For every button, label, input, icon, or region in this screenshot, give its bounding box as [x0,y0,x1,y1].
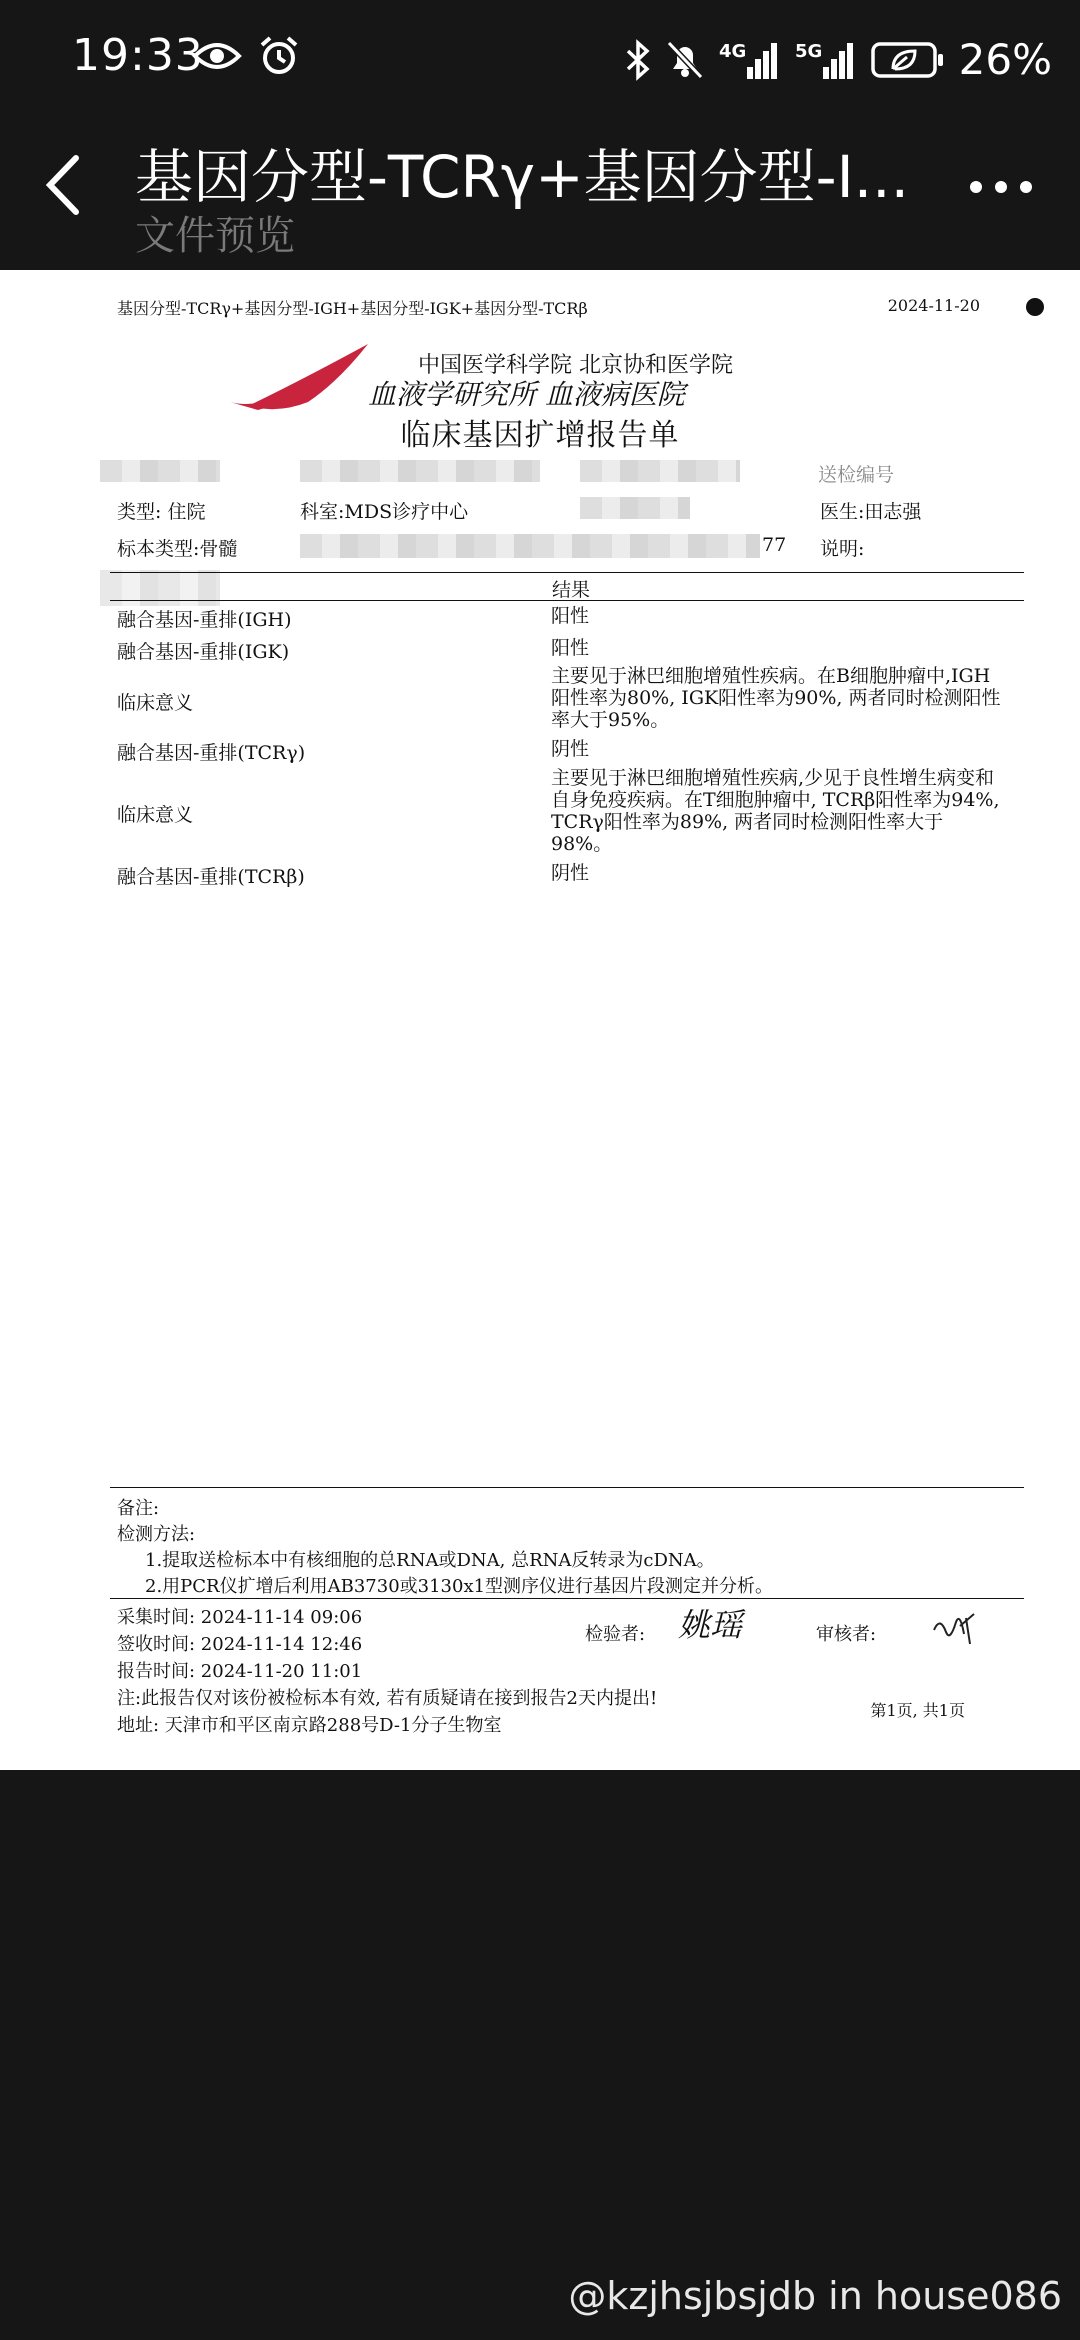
alarm-icon [258,35,300,77]
status-bar [0,0,1080,120]
redaction-block [580,460,740,482]
svg-text:血液学研究所 血液病医院: 血液学研究所 血液病医院 [368,378,685,411]
chevron-left-icon [36,150,96,220]
sample-type: 标本类型:骨髓 [117,538,238,560]
result-value: 阴性 [551,862,590,884]
file-subtitle: 文件预览 [135,213,295,259]
result-name: 融合基因-重排(IGH) [117,609,292,631]
result-name: 临床意义 [117,692,194,714]
tester-signature [678,1604,768,1644]
method-item: 1.提取送检标本中有核细胞的总RNA或DNA, 总RNA反转录为cDNA。 [145,1550,715,1571]
times-top-rule [110,1598,1024,1599]
report-title: 临床基因扩增报告单 [400,418,680,453]
doc-date: 2024-11-20 [887,296,980,315]
svg-text:姚瑶: 姚瑶 [678,1606,743,1644]
redaction-block [580,497,690,519]
table-top-rule [110,572,1024,573]
collect-time: 采集时间: 2024-11-14 09:06 [117,1607,363,1628]
reviewer-signature [930,1608,980,1648]
department: 科室:MDS诊疗中心 [300,501,469,523]
clinical-significance-text: 主要见于淋巴细胞增殖性疾病。在B细胞肿瘤中,IGH阳性率为80%, IGK阳性率为90%, 两者同时检测阳性率大于95%。 [551,665,1001,731]
sample-id-label: 送检编号 [818,464,895,486]
receive-time: 签收时间: 2024-11-14 12:46 [117,1634,363,1655]
result-name: 融合基因-重排(IGK) [117,641,290,663]
method-item: 2.用PCR仪扩增后利用AB3730或3130x1型测序仪进行基因片段测定并分析。 [145,1576,774,1597]
more-icon [966,172,1036,202]
battery-icon [871,41,945,79]
remarks-label: 备注: [117,1498,160,1519]
doc-header-line: 基因分型-TCRγ+基因分型-IGH+基因分型-IGK+基因分型-TCRβ [117,299,588,318]
result-name: 融合基因-重排(TCRβ) [117,866,305,888]
note-label: 说明: [820,538,865,560]
redaction-block [100,460,220,482]
doctor-fragment: 医生:田志强 [820,501,922,523]
more-options-button[interactable] [966,172,1036,202]
method-label: 检测方法: [117,1524,196,1545]
redaction-block [300,460,540,482]
notes-top-rule [110,1487,1024,1488]
bluetooth-icon [625,39,651,81]
status-time: 19:33 [72,30,204,81]
battery-percentage: 26% [958,35,1052,84]
back-button[interactable] [36,150,96,220]
address: 地址: 天津市和平区南京路288号D-1分子生物室 [117,1715,502,1736]
document-preview[interactable] [0,270,1080,1770]
mute-icon [665,39,705,81]
reviewer-label: 审核者: [816,1624,877,1645]
result-column-header: 结果 [552,579,591,601]
clinical-significance-text: 主要见于淋巴细胞增殖性疾病,少见于良性增生病变和自身免疫疾病。在T细胞肿瘤中, TCRβ阳性率为94%, TCRγ阳性率为89%, 两者同时检测阳性率大于98%。 [551,767,1000,855]
eye-icon [192,39,242,73]
result-value: 阴性 [551,738,590,760]
result-name: 融合基因-重排(TCRγ) [117,742,306,764]
table-header-rule [110,600,1024,601]
result-name: 临床意义 [117,804,194,826]
app-bar [0,120,1080,270]
redaction-block [300,534,760,558]
svg-text:4G: 4G [718,40,746,62]
svg-text:中国医学科学院 北京协和医学院: 中国医学科学院 北京协和医学院 [418,353,733,378]
tester-label: 检验者: [585,1624,646,1645]
signal-4g-icon [719,39,781,81]
signal-5g-icon [795,39,857,81]
number-fragment: 77 [762,534,787,556]
svg-text:5G: 5G [794,40,822,62]
disclaimer: 注:此报告仅对该份被检标本有效, 若有质疑请在接到报告2天内提出! [117,1688,658,1709]
file-title: 基因分型-TCRγ+基因分型-I... [135,143,910,211]
hospital-logo [228,342,768,412]
report-time: 报告时间: 2024-11-20 11:01 [117,1661,363,1682]
visit-type: 类型: 住院 [117,501,206,523]
result-value: 阳性 [551,637,590,659]
watermark: @kzjhsjbsjdb in house086 [568,2274,1062,2318]
page-indicator: 第1页, 共1页 [870,1701,965,1720]
result-value: 阳性 [551,605,590,627]
doc-dot-marker [1026,298,1044,316]
